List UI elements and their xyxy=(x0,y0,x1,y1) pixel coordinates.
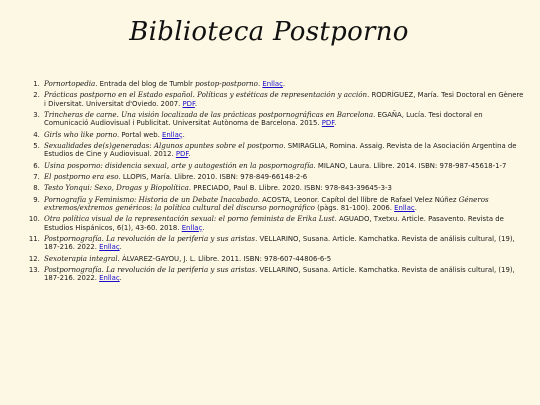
item-separator: . xyxy=(95,80,100,88)
item-details-cont: (pàgs. 81-100). 2006. xyxy=(314,203,395,212)
item-title: Postpornografía. La revolución de la periferia y sus aristas xyxy=(44,264,256,274)
item-title: Pornortopedia xyxy=(44,79,96,88)
item-italic-text: postop-postporno xyxy=(195,79,258,88)
item-title: Girls who like porno xyxy=(44,129,117,139)
item-details: LLOPIS, María. Llibre. 2010. ISBN: 978-849-66148-2-6 xyxy=(122,172,308,181)
item-tail: . xyxy=(188,150,191,159)
item-details: RODRÍGUEZ, María. Tesi Doctoral en Gènere i Diversitat. Universitat d'Oviedo. 2007. xyxy=(44,91,524,108)
item-separator: . xyxy=(334,215,339,224)
bibliography-item xyxy=(42,80,526,88)
item-details: ACOSTA, Leonor. Capítol del llibre de Rafael Velez Núñez xyxy=(262,195,459,204)
item-italic-text: Géneros extremos/extremos genéricos: la política cultural del discurso pornográfico xyxy=(44,194,489,212)
bibliography-item xyxy=(42,196,526,212)
bibliography-item xyxy=(42,235,526,251)
item-details-cont: . xyxy=(257,80,263,88)
bibliography-item xyxy=(42,255,526,263)
item-tail: . xyxy=(202,223,205,232)
item-details: Portal web. xyxy=(121,130,163,139)
item-separator: . xyxy=(255,265,260,274)
item-details: MILANO, Laura. Llibre. 2014. ISBN: 978-987-45618-1-7 xyxy=(317,161,507,170)
page-title: Biblioteca Postporno xyxy=(129,17,409,47)
item-separator: . xyxy=(373,110,378,119)
item-title: Sexualidades de(s)generadas: Algunos apuntes sobre el postporno xyxy=(44,140,284,150)
bibliography-item xyxy=(42,162,526,170)
item-details: PRECIADO, Paul B. Llibre. 2020. ISBN: 978-843-39645-3-3 xyxy=(193,184,392,193)
bibliography-list xyxy=(12,80,526,282)
item-title: Trincheras de carne. Una visión localizada de las prácticas postpornográficas en Barcelona xyxy=(44,109,374,119)
item-title: Testo Yonqui: Sexo, Drogas y Biopolítica xyxy=(44,183,189,193)
item-title: Prácticas postporno en el Estado español. Políticas y estéticas de representación y acción xyxy=(44,90,368,100)
pdf-link[interactable]: PDF xyxy=(175,150,189,159)
enllac-link[interactable]: Enllaç xyxy=(99,274,120,283)
item-tail: . xyxy=(282,80,286,88)
pdf-link[interactable]: PDF xyxy=(321,119,335,128)
item-details: VELLARINO, Susana. Article. Kamchatka. Revista de análisis cultural, (19), 187-216. 2022. xyxy=(44,265,515,283)
enllac-link[interactable]: Enllaç xyxy=(262,80,283,88)
bibliography-item xyxy=(42,184,526,192)
item-title: Pornografía y Feminismo: Historia de un Debate Inacabado xyxy=(44,194,258,204)
item-tail: . xyxy=(119,243,122,252)
bibliography-item xyxy=(42,111,526,127)
pdf-link[interactable]: PDF xyxy=(182,99,195,108)
item-separator: . xyxy=(257,195,263,204)
item-separator: . xyxy=(255,234,260,243)
item-tail: . xyxy=(119,274,122,283)
item-details: SMIRAGLIA, Romina. Assaig. Revista de la Asociación Argentina de Estudios de Cine y Audiovisual. 2012. xyxy=(44,141,517,159)
item-separator: . xyxy=(313,161,318,170)
item-title: El postporno era eso xyxy=(44,171,119,181)
item-separator: . xyxy=(367,91,372,100)
item-tail: . xyxy=(414,203,417,212)
item-details: AGUADO, Txetxu. Article. Pasavento. Revista de Estudios Hispánicos, 6(1), 43-60. 2018. xyxy=(44,215,504,232)
item-title: Sexoterapia integral xyxy=(44,253,118,263)
item-details: VELLARINO, Susana. Article. Kamchatka. Revista de análisis cultural, (19), 187-216. 2022. xyxy=(44,234,515,252)
enllac-link[interactable]: Enllaç xyxy=(181,223,203,232)
item-tail: . xyxy=(194,99,198,108)
item-title: Usina posporno: disidencia sexual, arte y autogestión en la pospornografía xyxy=(44,160,314,170)
item-title: Postpornografía. La revolución de la periferia y sus aristas xyxy=(44,233,256,243)
bibliography-item xyxy=(42,91,526,107)
item-separator: . xyxy=(117,254,122,263)
enllac-link[interactable]: Enllaç xyxy=(162,130,183,139)
item-tail: . xyxy=(334,119,337,128)
item-separator: . xyxy=(283,141,288,150)
item-title: Otra política visual de la representación sexual: el porno feminista de Erika Lust xyxy=(44,214,335,224)
item-details: EGAÑA, Lucía. Tesi doctoral en Comunicació Audiovisual i Publicitat. Universitat Autònoma de Barcelona. 2015. xyxy=(44,110,483,128)
item-separator: . xyxy=(188,184,194,193)
enllac-link[interactable]: Enllaç xyxy=(394,203,415,212)
item-separator: . xyxy=(118,172,123,181)
item-details: ÁLVAREZ-GAYOU, J. L. Llibre. 2011. ISBN: 978-607-44806-6-5 xyxy=(122,254,332,263)
bibliography-item xyxy=(42,142,526,158)
item-details: Entrada del blog de Tumblr xyxy=(99,80,196,88)
bibliography-item xyxy=(42,266,526,282)
item-separator: . xyxy=(117,130,122,139)
bibliography-item xyxy=(42,173,526,181)
item-tail: . xyxy=(182,130,185,139)
enllac-link[interactable]: Enllaç xyxy=(99,243,120,252)
bibliography-item xyxy=(42,215,526,231)
bibliography-item xyxy=(42,131,526,139)
